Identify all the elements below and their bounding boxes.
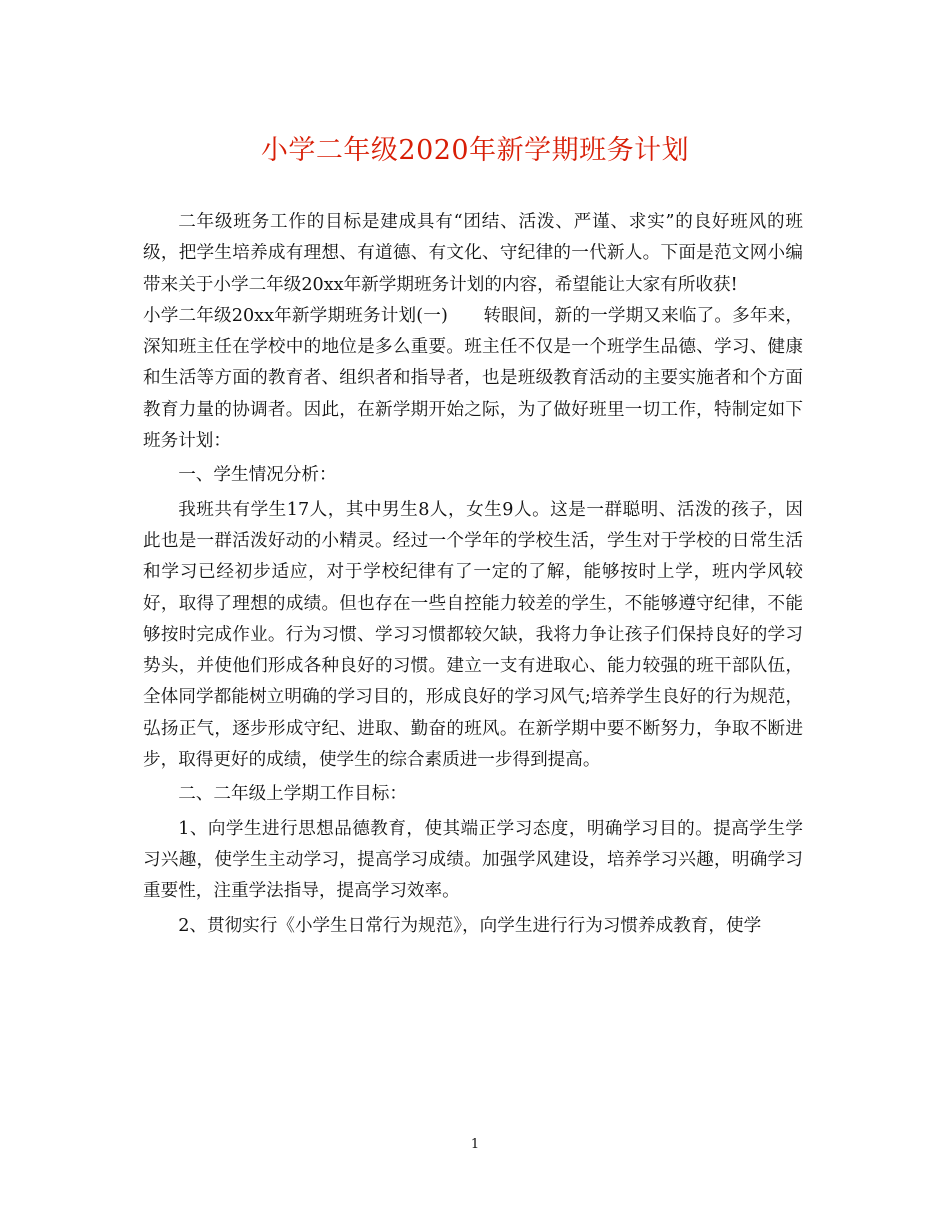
page-number: 1 <box>470 1137 480 1152</box>
heading-student-analysis: 一、学生情况分析： <box>178 465 337 486</box>
document-title: 小学二年级2020年新学期班务计划 <box>260 135 690 166</box>
document-body <box>143 207 803 942</box>
paragraph-plan-one: 小学二年级20xx年新学期班务计划(一) 转眼间，新的一学期又来临了。多年来，深知班主任在学校中的地位是多么重要。班主任不仅是一个班学生品德、学习、健康和生活等方面的教育者、组织者和指导者，也是班级教育活动的主要实施者和个方面教育力量的协调者。因此，在新学期开始之际，为了做好班里一切工作，特制定如下班务计划： <box>143 305 803 452</box>
paragraph-goal-2: 2、贯彻实行《小学生日常行为规范》，向学生进行行为习惯养成教育，使学 <box>178 915 762 936</box>
paragraph-student-analysis: 我班共有学生17人，其中男生8人，女生9人。这是一群聪明、活泼的孩子，因此也是一群活泼好动的小精灵。经过一个学年的学校生活，学生对于学校的日常生活和学习已经初步适应，对于学校纪律有了一定的了解，能够按时上学，班内学风较好，取得了理想的成绩。但也存在一些自控能力较差的学生，不能够遵守纪律，不能够按时完成作业。行为习惯、学习习惯都较欠缺，我将力争让孩子们保持良好的学习势头，并使他们形成各种良好的习惯。建立一支有进取心、能力较强的班干部队伍，全体同学都能树立明确的学习目的，形成良好的学习风气;培养学生良好的行为规范，弘扬正气，逐步形成守纪、进取、勤奋的班风。在新学期中要不断努力，争取不断进步，取得更好的成绩，使学生的综合素质进一步得到提高。 <box>143 499 803 771</box>
paragraph-intro: 二年级班务工作的目标是建成具有“团结、活泼、严谨、求实”的良好班风的班级，把学生培养成有理想、有道德、有文化、守纪律的一代新人。下面是范文网小编带来关于小学二年级20xx年新学期班务计划的内容，希望能让大家有所收获! <box>143 212 803 295</box>
heading-work-goals: 二、二年级上学期工作目标： <box>178 784 407 805</box>
paragraph-goal-1: 1、向学生进行思想品德教育，使其端正学习态度，明确学习目的。提高学生学习兴趣，使学生主动学习，提高学习成绩。加强学风建设，培养学习兴趣，明确学习重要性，注重学法指导，提高学习效率。 <box>143 818 803 902</box>
